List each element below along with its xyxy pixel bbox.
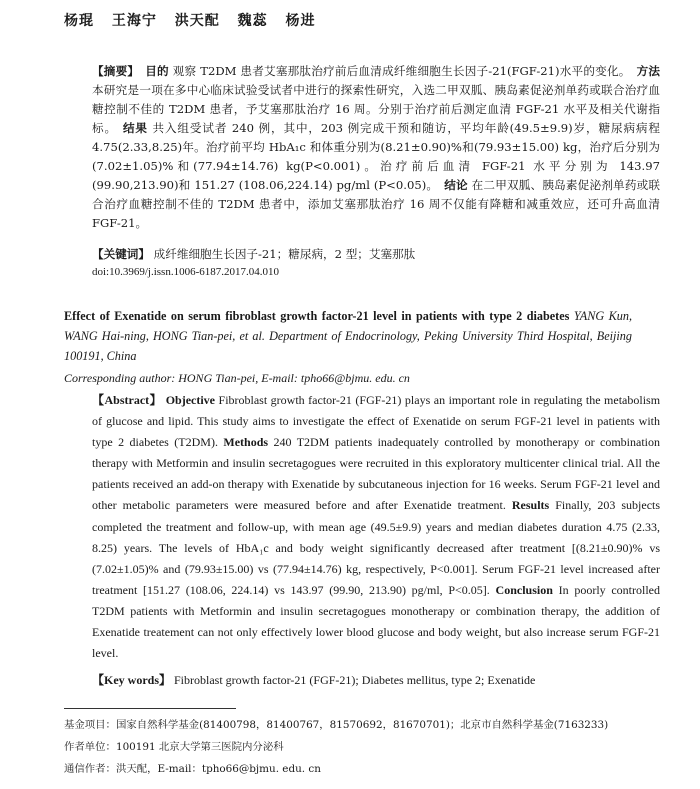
objective-text-en: Fibroblast growth factor-21 (FGF-21) plays an important role in regulating the metabolism of glucose and lipid. This study aims to investigate the effect of Exenatide on serum FGF-21 level in patients with type 2 diabetes (T2DM).	[92, 393, 661, 450]
methods-label-en: Methods	[223, 435, 269, 450]
corresponding-author: Corresponding author: HONG Tian-pei, E-mail: tpho66@bjmu. edu. cn	[64, 371, 410, 385]
conclusion-text-cn: 在二甲双胍、胰岛素促泌剂单药或联合治疗血糖控制不佳的 T2DM 患者中，添加艾塞那肽治疗 16 周不仅能有降糖和减重效应，还可升高血清 FGF-21。	[92, 178, 660, 230]
footnote-correspondence: 通信作者：洪天配，E-mail：tpho66@bjmu. edu. cn	[64, 763, 321, 775]
english-abstract	[64, 390, 660, 664]
objective-label-cn: 目的	[145, 64, 169, 78]
abstract-label-en: 【Abstract】	[92, 393, 163, 407]
footnote-divider	[64, 708, 236, 709]
keywords-cn	[64, 245, 660, 264]
results-label-en: Results	[511, 498, 550, 513]
conclusion-label-cn: 结论	[444, 178, 468, 192]
conclusion-text-en: In poorly controlled T2DM patients with Metformin and insulin secretagogues monotherapy or combination therapy, the addition of Exenatide treatement can not only effectively lower blood glucose and body weight, but also increase serum FGF-21 level.	[92, 582, 661, 661]
keywords-text-cn: 成纤维细胞生长因子-21；糖尿病，2 型；艾塞那肽	[153, 247, 416, 261]
results-text-en: Finally, 203 subjects completed the treatment and follow-up, with mean age (49.5±9.9) years and median diabetes duration 4.75 (2.33, 8.25) years. The levels of HbA₁c and body weight significantly decreased after treatment [(8.21±0.90)% vs (7.02±1.05)% and (79.93±15.00) vs (77.94±14.76) kg, respectively, P<0.001]. Serum FGF-21 level increased after treatment [151.27 (108.06, 224.14) vs 143.97 (99.90, 213.90) pg/ml, P<0.05].	[92, 498, 661, 597]
objective-label-en: Objective	[165, 393, 215, 407]
doi: doi:10.3969/j.issn.1006-6187.2017.04.010	[92, 266, 280, 278]
keywords-text-en: Fibroblast growth factor-21 (FGF-21); Diabetes mellitus, type 2; Exenatide	[174, 673, 536, 687]
methods-text-cn: 本研究是一项在多中心临床试验受试者中进行的探索性研究，入选二甲双胍、胰岛素促泌剂单药或联合治疗血糖控制不佳的 T2DM 患者，予艾塞那肽治疗 16 周。分别于治疗前后测定血清 FGF-21 水平及相关代谢指标。	[92, 83, 660, 135]
english-authors-affiliation: YANG Kun, WANG Hai-ning, HONG Tian-pei, et al. Department of Endocrinology, Peking University Third Hospital, Beijing 100191, China	[64, 309, 633, 363]
keywords-en	[64, 671, 660, 690]
author-list: 杨琨 王海宁 洪天配 魏蕊 杨进	[64, 13, 316, 29]
methods-text-en: 240 T2DM patients inadequately controlled by monotherapy or combination therapy with Metformin and insulin secretagogues were recruited in this exploratory multicenter clinical trial. All the patients received an add-on therapy with Exenatide by subcutaneous injection for 16 weeks. Serum FGF-21 level and other metabolic parameters were measured before and after Exenatide treatment.	[92, 435, 661, 513]
objective-text-cn: 观察 T2DM 患者艾塞那肽治疗前后血清成纤维细胞生长因子-21(FGF-21)水平的变化。	[172, 64, 631, 78]
abstract-label-cn: 【摘要】	[92, 64, 140, 78]
keywords-label-cn: 【关键词】	[92, 247, 150, 261]
english-title-block	[64, 306, 632, 366]
methods-label-cn: 方法	[636, 64, 660, 78]
footnote-affiliation: 作者单位：100191 北京大学第三医院内分泌科	[64, 741, 284, 753]
keywords-label-en: 【Key words】	[92, 673, 171, 687]
results-label-cn: 结果	[122, 121, 148, 135]
footnote-fund: 基金项目：国家自然科学基金(81400798，81400767，81570692，81670701)；北京市自然科学基金(7163233)	[64, 719, 609, 731]
english-title: Effect of Exenatide on serum fibroblast growth factor-21 level in patients with type 2 diabetes	[64, 309, 570, 323]
conclusion-label-en: Conclusion	[495, 582, 553, 597]
results-text-cn: 共入组受试者 240 例，其中，203 例完成干预和随访，平均年龄(49.5±9.9)岁，糖尿病病程 4.75(2.33,8.25)年。治疗前平均 HbA₁c 和体重分别为(8.21±0.90)%和(79.93±15.00) kg，治疗后分别为(7.02±1.05)%和(77.94±14.76) kg(P<0.001)。治疗前后血清 FGF-21 水平分别为 143.97 (99.90,213.90)和 151.27 (108.06,224.14) pg/ml (P<0.05)。	[92, 121, 660, 192]
chinese-abstract	[64, 62, 660, 233]
